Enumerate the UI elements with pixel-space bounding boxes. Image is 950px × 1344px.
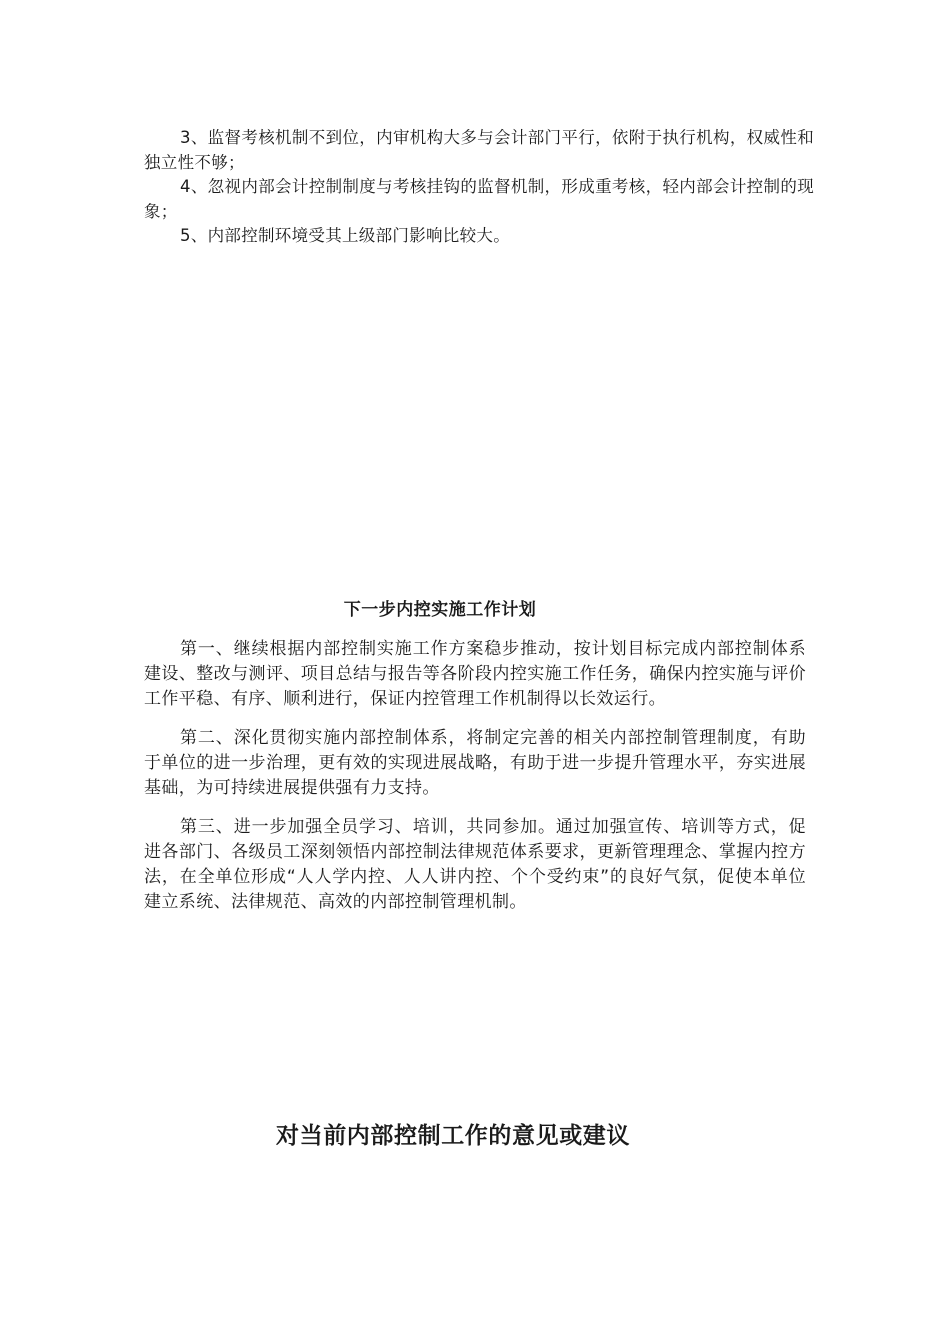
plan-section-body: [144, 637, 806, 929]
issue-item-4: 4、忽视内部会计控制制度与考核挂钩的监督机制，形成重考核，轻内部会计控制的现象；: [144, 177, 814, 221]
plan-paragraph-2: 第二、深化贯彻实施内部控制体系，将制定完善的相关内部控制管理制度，有助于单位的进一步治理，更有效的实现进展战略，有助于进一步提升管理水平，夯实进展基础，为可持续进展提供强有力支持。: [144, 728, 806, 798]
issue-item-3: 3、监督考核机制不到位，内审机构大多与会计部门平行，依附于执行机构，权威性和独立性不够；: [144, 128, 814, 172]
plan-paragraph-1: 第一、继续根据内部控制实施工作方案稳步推动，按计划目标完成内部控制体系建设、整改与测评、项目总结与报告等各阶段内控实施工作任务，确保内控实施与评价工作平稳、有序、顺利进行，保证内控管理工作机制得以长效运行。: [144, 639, 806, 709]
suggestions-heading: 对当前内部控制工作的意见或建议: [276, 1123, 630, 1149]
plan-paragraph-3: 第三、进一步加强全员学习、培训，共同参加。通过加强宣传、培训等方式，促进各部门、各级员工深刻领悟内部控制法律规范体系要求，更新管理理念、掌握内控方法，在全单位形成“人人学内控、人人讲内控、个个受约束”的良好气氛，促使本单位建立系统、法律规范、高效的内部控制管理机制。: [144, 817, 806, 912]
plan-section-title: 下一步内控实施工作计划: [343, 600, 537, 620]
issue-list: [144, 126, 814, 249]
issue-item-5: 5、内部控制环境受其上级部门影响比较大。: [180, 226, 510, 245]
